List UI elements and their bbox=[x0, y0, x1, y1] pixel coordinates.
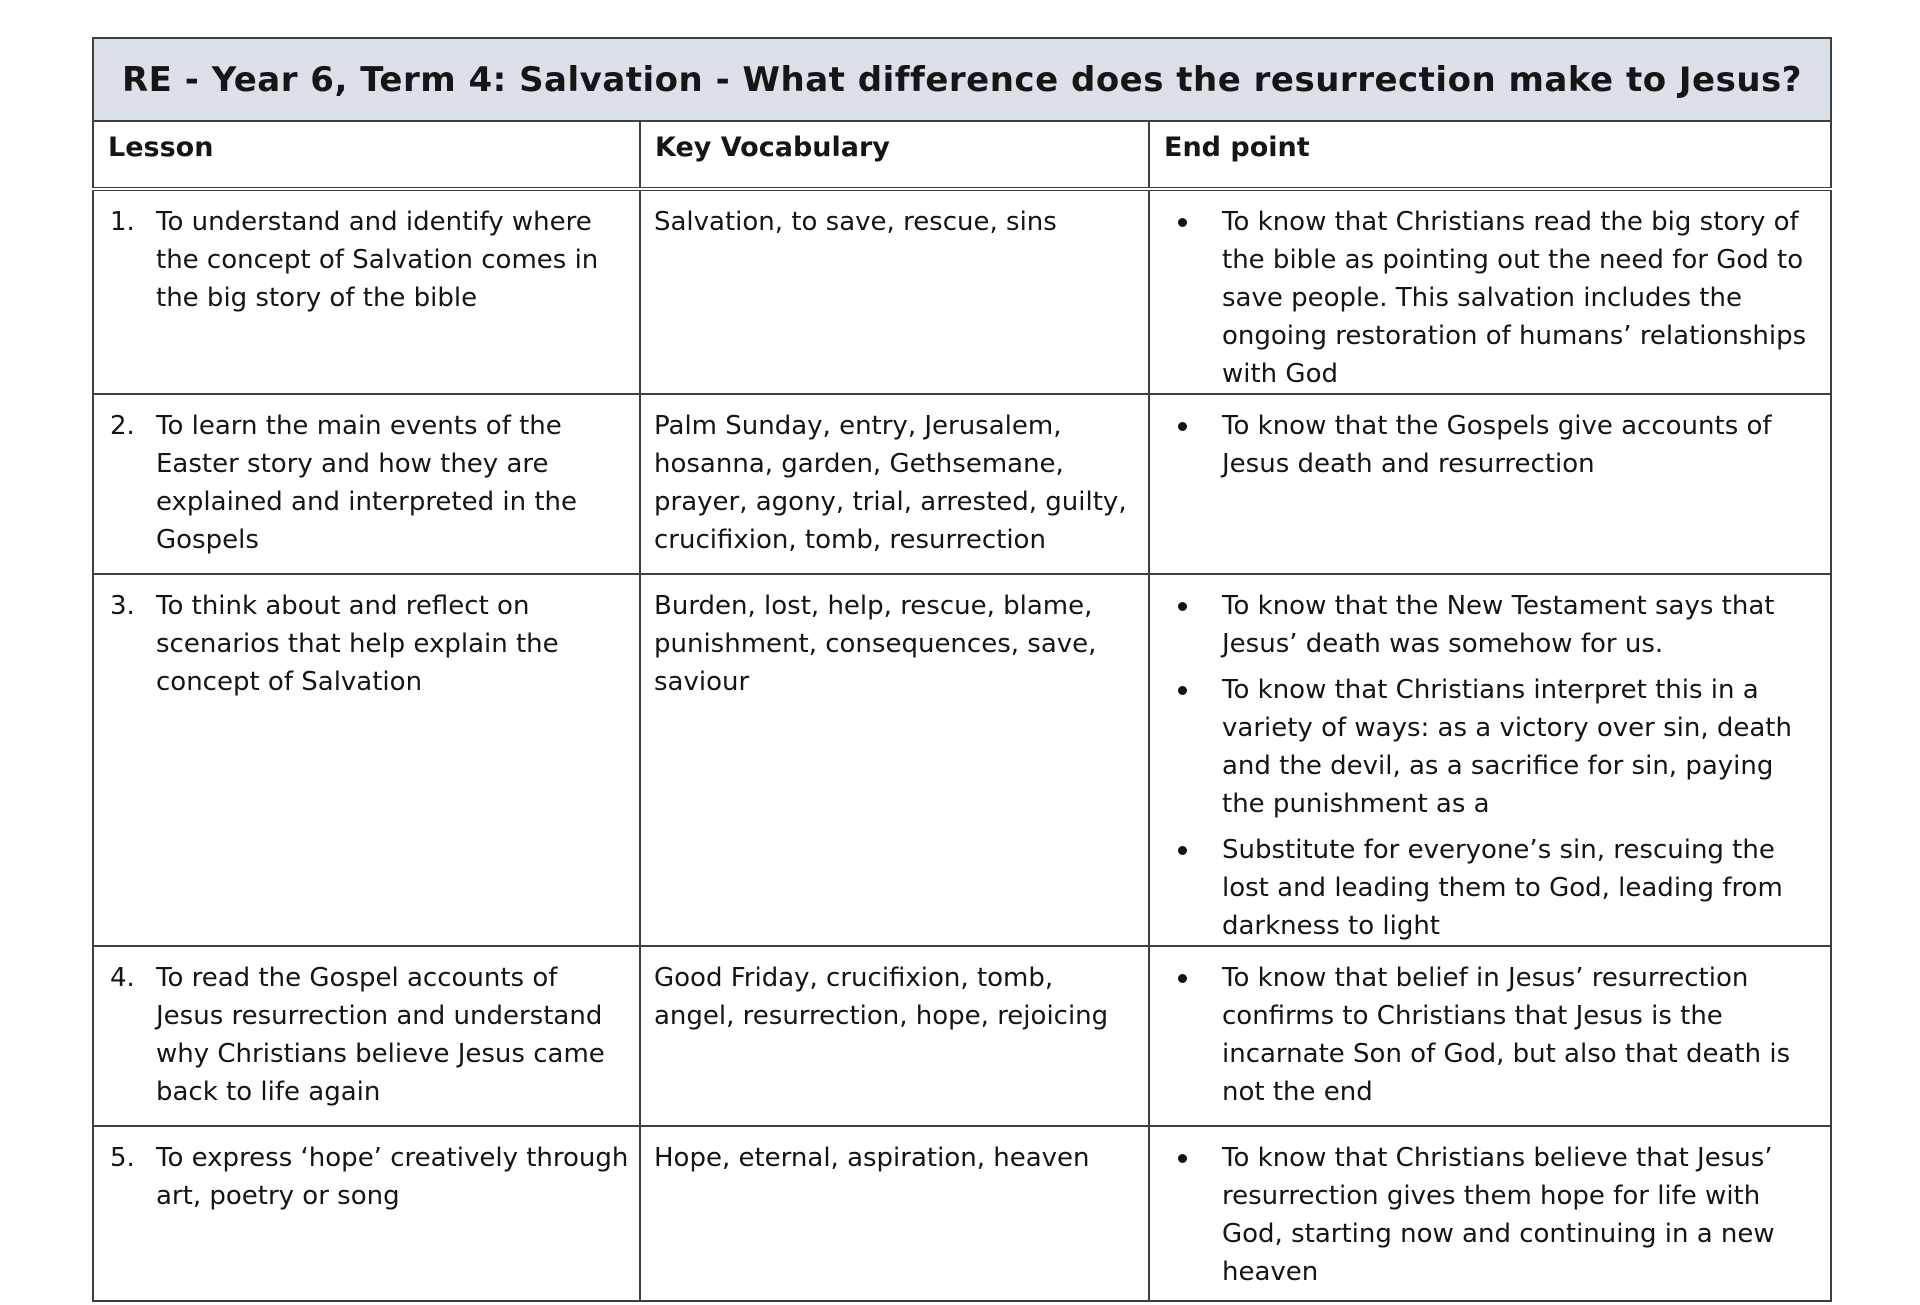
lesson-cell bbox=[93, 189, 640, 394]
key-vocabulary-text: Palm Sunday, entry, Jerusalem, hosanna, garden, Gethsemane, prayer, agony, trial, arrested, guilty, crucifixion, tomb, resurrection bbox=[654, 411, 1127, 555]
end-point-text: To know that the New Testament says that Jesus’ death was somehow for us. bbox=[1222, 591, 1775, 659]
end-point-text: To know that the Gospels give accounts of Jesus death and resurrection bbox=[1222, 411, 1772, 479]
end-point-list bbox=[1150, 395, 1830, 483]
end-point-item bbox=[1178, 407, 1818, 483]
lesson-cell bbox=[93, 946, 640, 1126]
lesson-number: 5. bbox=[110, 1143, 135, 1173]
curriculum-table bbox=[92, 37, 1832, 1302]
key-vocabulary-cell bbox=[640, 946, 1149, 1126]
bullet-icon bbox=[1178, 218, 1187, 227]
key-vocabulary-cell bbox=[640, 1126, 1149, 1301]
title-row bbox=[93, 38, 1831, 121]
key-vocabulary-cell bbox=[640, 394, 1149, 574]
lesson-number: 3. bbox=[110, 591, 135, 621]
end-point-text: To know that Christians believe that Jesus’ resurrection gives them hope for life with God, starting now and continuing in a new heaven bbox=[1222, 1143, 1775, 1287]
end-point-text: To know that Christians read the big story of the bible as pointing out the need for God to save people. This salvation includes the ongoing restoration of humans’ relationships with God bbox=[1222, 207, 1807, 389]
end-point-list bbox=[1150, 947, 1830, 1111]
column-header-end-point: End point bbox=[1149, 121, 1831, 189]
end-point-list bbox=[1150, 191, 1830, 393]
end-point-cell bbox=[1149, 946, 1831, 1126]
column-header-lesson: Lesson bbox=[93, 121, 640, 189]
end-point-text: To know that belief in Jesus’ resurrection confirms to Christians that Jesus is the incarnate Son of God, but also that death is not the end bbox=[1222, 963, 1791, 1107]
lesson-objective: To learn the main events of the Easter story and how they are explained and interpreted in the Gospels bbox=[156, 411, 578, 555]
bullet-icon bbox=[1178, 686, 1187, 695]
table-row bbox=[93, 946, 1831, 1126]
end-point-list bbox=[1150, 575, 1830, 945]
key-vocabulary-text: Hope, eternal, aspiration, heaven bbox=[654, 1143, 1090, 1173]
bullet-icon bbox=[1178, 846, 1187, 855]
key-vocabulary-text: Good Friday, crucifixion, tomb, angel, resurrection, hope, rejoicing bbox=[654, 963, 1109, 1031]
lesson-objective: To read the Gospel accounts of Jesus resurrection and understand why Christians believe Jesus came back to life again bbox=[156, 963, 605, 1107]
lesson-number: 2. bbox=[110, 411, 135, 441]
lesson-cell bbox=[93, 394, 640, 574]
bullet-icon bbox=[1178, 602, 1187, 611]
lesson-cell bbox=[93, 1126, 640, 1301]
lesson-objective: To express ‘hope’ creatively through art, poetry or song bbox=[156, 1143, 629, 1211]
lesson-cell bbox=[93, 574, 640, 946]
table-row bbox=[93, 574, 1831, 946]
end-point-cell bbox=[1149, 394, 1831, 574]
column-header-key-vocabulary: Key Vocabulary bbox=[640, 121, 1149, 189]
lesson-objective: To understand and identify where the concept of Salvation comes in the big story of the bible bbox=[156, 207, 599, 313]
bullet-icon bbox=[1178, 1154, 1187, 1163]
end-point-cell bbox=[1149, 1126, 1831, 1301]
lesson-number: 4. bbox=[110, 963, 135, 993]
end-point-item bbox=[1178, 203, 1818, 393]
key-vocabulary-text: Burden, lost, help, rescue, blame, punishment, consequences, save, saviour bbox=[654, 591, 1097, 697]
key-vocabulary-cell bbox=[640, 189, 1149, 394]
end-point-list bbox=[1150, 1127, 1830, 1291]
end-point-item bbox=[1178, 959, 1818, 1111]
end-point-item bbox=[1178, 1139, 1818, 1291]
end-point-item bbox=[1178, 831, 1818, 945]
bullet-icon bbox=[1178, 974, 1187, 983]
table-row bbox=[93, 189, 1831, 394]
page-title: RE - Year 6, Term 4: Salvation - What difference does the resurrection make to Jesus? bbox=[93, 38, 1831, 121]
column-header-row bbox=[93, 121, 1831, 189]
key-vocabulary-cell bbox=[640, 574, 1149, 946]
end-point-text: Substitute for everyone’s sin, rescuing the lost and leading them to God, leading from darkness to light bbox=[1222, 835, 1783, 941]
key-vocabulary-text: Salvation, to save, rescue, sins bbox=[654, 207, 1057, 237]
lesson-objective: To think about and reflect on scenarios that help explain the concept of Salvation bbox=[156, 591, 559, 697]
end-point-item bbox=[1178, 671, 1818, 823]
bullet-icon bbox=[1178, 422, 1187, 431]
end-point-item bbox=[1178, 587, 1818, 663]
end-point-cell bbox=[1149, 574, 1831, 946]
end-point-text: To know that Christians interpret this in a variety of ways: as a victory over sin, death and the devil, as a sacrifice for sin, paying the punishment as a bbox=[1222, 675, 1792, 819]
table-row bbox=[93, 394, 1831, 574]
table-row bbox=[93, 1126, 1831, 1301]
end-point-cell bbox=[1149, 189, 1831, 394]
lesson-number: 1. bbox=[110, 207, 135, 237]
